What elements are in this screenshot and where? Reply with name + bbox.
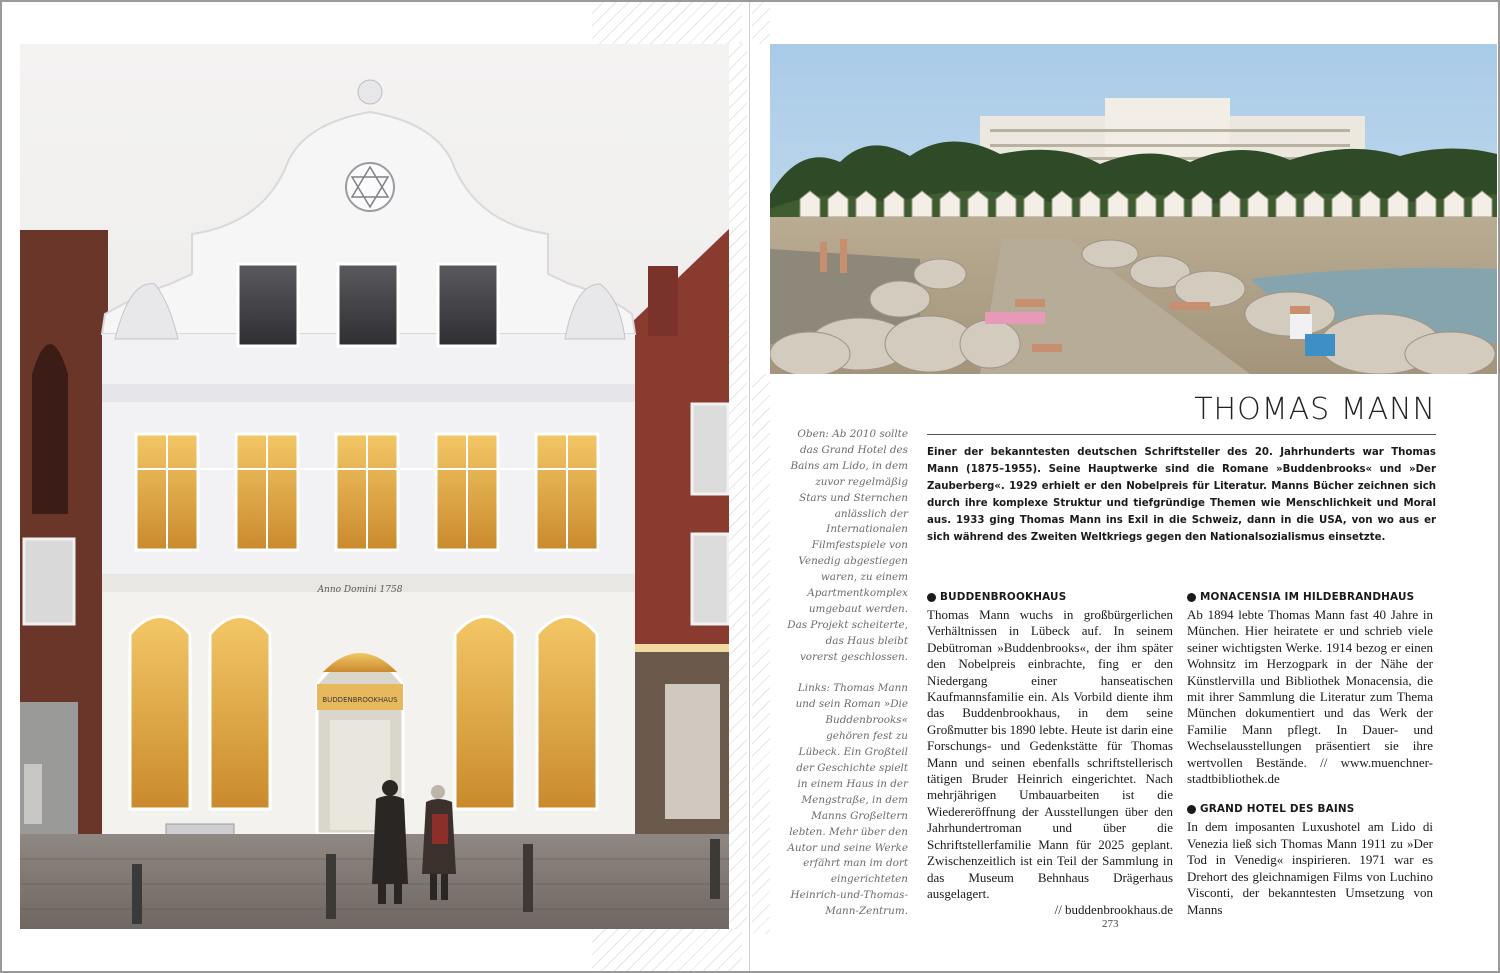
facade-inscription: Anno Domini 1758 bbox=[317, 585, 403, 595]
heading-text: MONACENSIA IM HILDEBRANDHAUS bbox=[1200, 591, 1415, 603]
heading-text: GRAND HOTEL DES BAINS bbox=[1200, 803, 1355, 816]
bullet-icon bbox=[1187, 805, 1196, 814]
spine-line bbox=[749, 0, 750, 973]
grand-hotel-beach-photo bbox=[770, 44, 1497, 374]
page-title: THOMAS MANN bbox=[1194, 392, 1436, 427]
section-heading-monacensia bbox=[1187, 589, 1433, 605]
page-number: 273 bbox=[1102, 918, 1119, 930]
column-buddenbrookhaus bbox=[927, 589, 1173, 919]
section-heading-grand-hotel bbox=[1187, 801, 1433, 817]
right-page-hatch-side bbox=[752, 374, 770, 934]
right-page-hatch-top bbox=[752, 0, 770, 44]
gutter-hatch-side bbox=[729, 44, 747, 929]
section-text-monacensia: Ab 1894 lebte Thomas Mann fast 40 Jahre in München. Hier heiratete er und schrieb viele seiner wichtigsten Werke. 1914 bezog er einen Wohnsitz im Herzogpark in der Nähe der Künstlervilla und Bibliothek Monacensia, die mit ihrer Sammlung die Literatur zum Thema München dokumentiert und das Werk der Familie Mann pflegt. In Dauer- und Wechselausstellungen präsentiert sie ihre wertvollen Bestände. // www.muenchner-stadtbibliothek.de bbox=[1187, 607, 1433, 787]
frame-top bbox=[0, 0, 1500, 2]
photo-captions bbox=[786, 427, 908, 936]
frame-left bbox=[0, 0, 2, 973]
intro-paragraph: Einer der bekanntesten deutschen Schriftsteller des 20. Jahrhunderts war Thomas Mann (1875–1955). Seine Hauptwerke sind die Romane »Buddenbrooks« und »Der Zauberberg«. 1929 erhielt er den Nobelpreis für Literatur. Manns Bücher zeichnen sich durch ihre komplexe Struktur und tiefgründige Themen wie Menschlichkeit und Moral aus. 1933 ging Thomas Mann ins Exil in die Schweiz, dann in die USA, von wo aus er sich während des Zweiten Weltkriegs gegen den Nationalsozialismus einsetzte. bbox=[927, 447, 1436, 543]
buddenbrookhaus-photo bbox=[20, 44, 729, 929]
bullet-icon bbox=[927, 593, 936, 602]
column-monacensia bbox=[1187, 589, 1433, 918]
door-sign: BUDDENBROOKHAUS bbox=[322, 696, 398, 704]
gutter-hatch-top bbox=[592, 0, 742, 44]
heading-text: BUDDENBROOKHAUS bbox=[940, 591, 1067, 603]
buddenbrookhaus-link[interactable]: // buddenbrookhaus.de bbox=[1054, 902, 1173, 918]
gutter-hatch-bottom bbox=[592, 929, 742, 973]
caption-left: Links: Thomas Mann und sein Roman »Die Buddenbrooks« gehören fest zu Lübeck. Ein Großteil der Geschichte spielt in einem Haus in der Mengstraße, in dem Manns Großeltern lebten. Mehr über den Autor und seine Werke erfährt man im dort eingerichteten Heinrich-und-Thomas-Mann-Zentrum. bbox=[787, 682, 908, 918]
section-text-grand-hotel: In dem imposanten Luxushotel am Lido di Venezia ließ sich Thomas Mann 1911 zu »Der Tod in Venedig« inspirieren. 1971 war es Drehort des gleichnamigen Films von Luchino Visconti, der bekanntesten Umsetzung von Manns bbox=[1187, 819, 1433, 917]
bullet-icon bbox=[1187, 593, 1196, 602]
section-heading-buddenbrookhaus bbox=[927, 589, 1173, 605]
title-divider bbox=[927, 434, 1436, 435]
section-text-buddenbrookhaus: Thomas Mann wuchs in großbürgerlichen Verhältnissen in Lübeck auf. In seinem Debütroman »Buddenbrooks«, der ihm später den Nobelpreis einbrachte, fing er den Niedergang einer hanseatischen Kaufmannsfamilie ein. Als Vorbild diente ihm das Buddenbrookhaus, in dem seine Großmutter bis 1890 lebte. Heute ist darin eine Forschungs- und Gedenkstätte für Thomas Mann und seinen ebenfalls schriftstellerisch tätigen Bruder Heinrich eingerichtet. Nach mehrjährigen Umbauarbeiten ist die Wiedereröffnung der Ausstellungen über den Jahrhundertroman und über die Schriftstellerfamilie Mann für 2025 geplant. Zwischenzeitlich ist ein Teil der Sammlung in das Museum Behnhaus Drägerhaus ausgelagert. bbox=[927, 607, 1173, 901]
caption-top: Oben: Ab 2010 sollte das Grand Hotel des Bains am Lido, in dem zuvor regelmäßig Stars und Sternchen anlässlich der Internationalen Filmfestspiele von Venedig abgestiegen waren, zu einem Apartmentkomplex umgebaut werden. Das Projekt scheiterte, das Haus bleibt vorerst geschlossen. bbox=[787, 428, 908, 663]
